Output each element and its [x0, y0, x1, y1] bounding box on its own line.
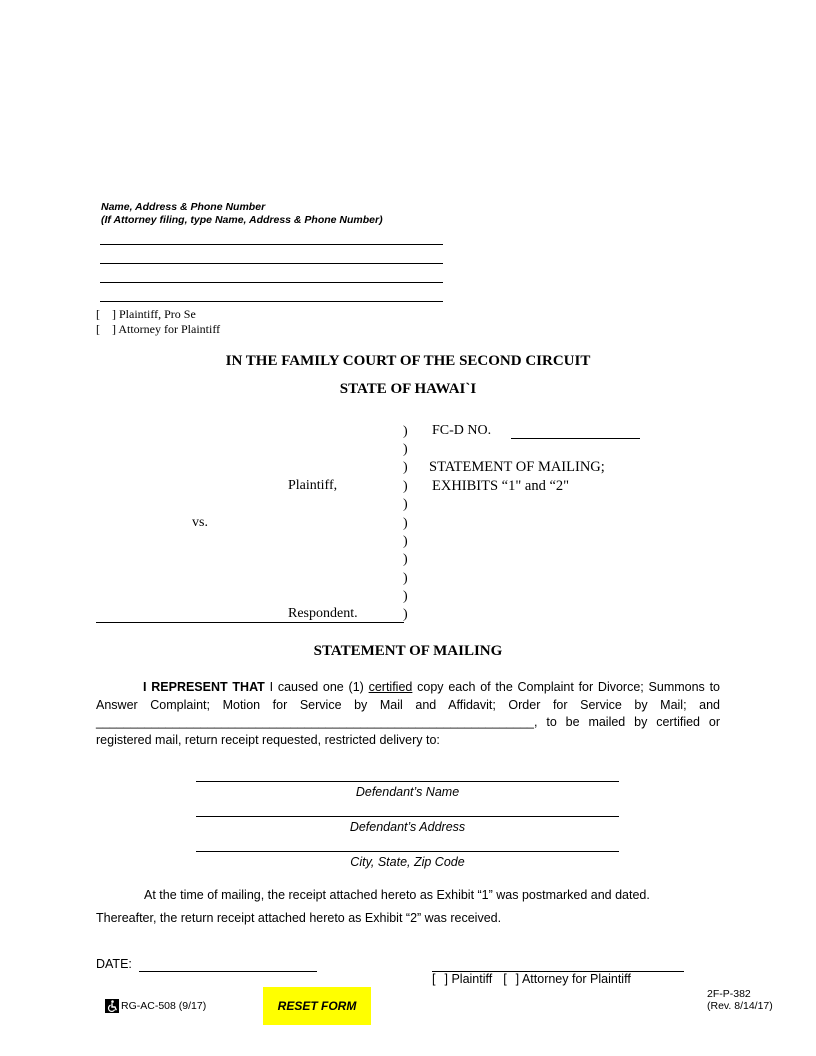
documents-blank[interactable]: _______________________________________________________________ [96, 715, 534, 729]
caption-paren: ) [403, 571, 408, 586]
plaintiff-pro-se-label: Plaintiff, Pro Se [119, 307, 196, 321]
wheelchair-accessibility-icon [105, 999, 119, 1013]
filer-line-2[interactable] [100, 263, 443, 264]
represent-paragraph: I REPRESENT THAT I caused one (1) certified copy each of the Complaint for Divorce; Summons to Answer Complaint; Motion for Service by Mail and Affidavit; Order for Service by Mail; and _______________________________________________________________, to be mailed by certified or registered mail, return receipt requested, restricted delivery to: [96, 680, 720, 747]
defendant-name-label: Defendant’s Name [355, 785, 460, 799]
form-revision: (Rev. 8/14/17) [707, 1000, 773, 1012]
caption-paren: ) [403, 497, 408, 512]
defendant-address-field[interactable] [196, 816, 619, 817]
checkbox-plaintiff-pro-se[interactable]: [ ] Plaintiff, Pro Se [96, 307, 196, 321]
checkbox-sign-attorney[interactable]: [ ] [503, 972, 520, 986]
caption-paren: ) [403, 552, 408, 567]
mailing-paragraph-1: At the time of mailing, the receipt attached hereto as Exhibit “1” was postmarked and dated. [144, 888, 650, 902]
defendant-name-field[interactable] [196, 781, 619, 782]
checkbox-attorney-for-plaintiff[interactable]: [ ] Attorney for Plaintiff [96, 322, 221, 336]
signature-role [432, 972, 631, 986]
checkbox-sign-plaintiff[interactable]: [ ] [432, 972, 448, 986]
attorney-for-plaintiff-label: Attorney for Plaintiff [118, 322, 221, 336]
caption-paren: ) [403, 442, 408, 457]
sign-plaintiff-label: Plaintiff [451, 972, 493, 986]
court-title: IN THE FAMILY COURT OF THE SECOND CIRCUIT [225, 353, 591, 369]
caption-paren: ) [403, 424, 408, 439]
caption-paren: ) [403, 516, 408, 531]
caption-paren: ) [403, 534, 408, 549]
case-number-field[interactable] [511, 438, 640, 439]
plaintiff-caption-label: Plaintiff, [288, 478, 338, 493]
attorney-note: (If Attorney filing, type Name, Address & Phone Number) [101, 214, 383, 226]
defendant-address-label: Defendant’s Address [349, 820, 466, 834]
reset-form-button[interactable]: RESET FORM [263, 987, 371, 1025]
respondent-line[interactable] [96, 622, 404, 623]
form-code: RG-AC-508 (9/17) [121, 1000, 207, 1012]
filer-line-1[interactable] [100, 244, 443, 245]
caption-paren: ) [403, 589, 408, 604]
document-title-line-2: EXHIBITS “1" and “2" [432, 478, 570, 494]
document-title-line-1: STATEMENT OF MAILING; [429, 459, 605, 475]
city-state-zip-field[interactable] [196, 851, 619, 852]
vs-label: vs. [192, 515, 208, 530]
certified-word: certified [368, 680, 413, 694]
date-field[interactable] [139, 971, 317, 972]
sign-attorney-label: Attorney for Plaintiff [521, 972, 631, 986]
mailing-paragraph-2: Thereafter, the return receipt attached hereto as Exhibit “2” was received. [96, 911, 502, 925]
respondent-caption-label: Respondent. [288, 606, 358, 621]
filer-line-4[interactable] [100, 301, 443, 302]
name-address-label: Name, Address & Phone Number [101, 201, 266, 213]
caption-paren: ) [403, 479, 408, 494]
case-number-label: FC-D NO. [432, 423, 492, 438]
form-number: 2F-P-382 [707, 988, 751, 1000]
caption-paren: ) [403, 460, 408, 475]
city-state-zip-label: City, State, Zip Code [350, 855, 465, 869]
statement-heading: STATEMENT OF MAILING [313, 643, 503, 659]
caption-paren: ) [403, 607, 408, 622]
represent-lead: I REPRESENT THAT [143, 680, 265, 694]
court-state: STATE OF HAWAI`I [339, 381, 477, 397]
date-label: DATE: [96, 957, 132, 971]
filer-line-3[interactable] [100, 282, 443, 283]
